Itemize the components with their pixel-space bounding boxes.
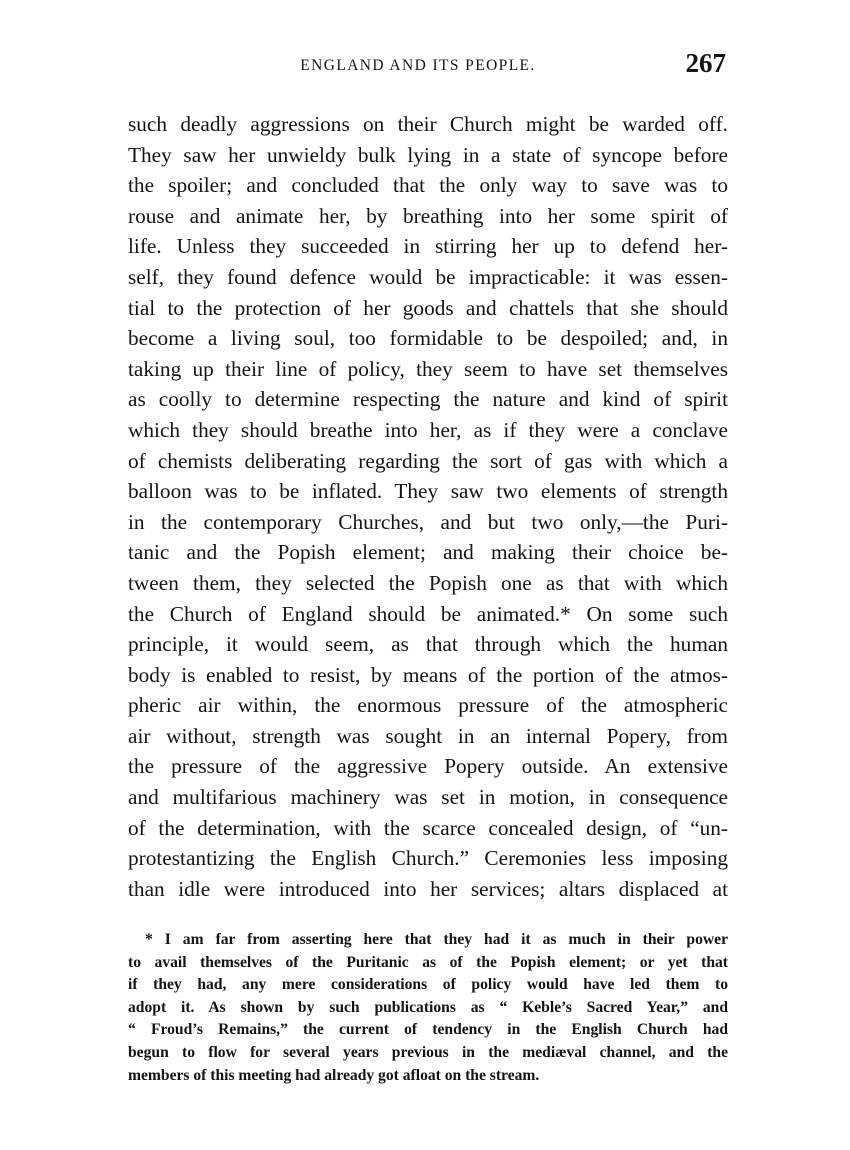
text-line: air without, strength was sought in an internal Popery, from — [128, 723, 728, 748]
text-line: principle, it would seem, as that through which the human — [128, 632, 728, 657]
text-line: become a living soul, too formidable to be despoiled; and, in — [128, 326, 728, 351]
body-text — [128, 109, 728, 904]
text-line: tanic and the Popish element; and making their choice be- — [128, 540, 728, 565]
footnote-line: * I am far from asserting here that they had it as much in their power — [145, 931, 728, 948]
text-line: of chemists deliberating regarding the sort of gas with which a — [128, 448, 728, 473]
text-line: of the determination, with the scarce concealed design, of “un- — [128, 815, 728, 840]
text-line: tial to the protection of her goods and chattels that she should — [128, 295, 728, 320]
text-line: They saw her unwieldy bulk lying in a state of syncope before — [128, 142, 728, 167]
footnote-line: adopt it. As shown by such publications as “ Keble’s Sacred Year,” and — [128, 998, 728, 1016]
text-line: the Church of England should be animated.* On some such — [128, 601, 728, 626]
text-line: protestantizing the English Church.” Ceremonies less imposing — [128, 846, 728, 871]
text-line: which they should breathe into her, as if they were a conclave — [128, 417, 728, 442]
running-title: ENGLAND AND ITS PEOPLE. — [300, 57, 536, 74]
text-line: body is enabled to resist, by means of the portion of the atmos- — [128, 662, 728, 687]
text-line: life. Unless they succeeded in stirring her up to defend her- — [128, 234, 728, 259]
text-line: than idle were introduced into her services; altars displaced at — [128, 876, 728, 901]
text-line: and multifarious machinery was set in motion, in consequence — [128, 785, 728, 810]
text-line: the spoiler; and concluded that the only way to save was to — [128, 173, 728, 198]
footnote-line: members of this meeting had already got afloat on the stream. — [128, 1066, 540, 1084]
footnote-line: “ Froud’s Remains,” the current of tendency in the English Church had — [128, 1021, 728, 1039]
text-line: such deadly aggressions on their Church might be warded off. — [128, 112, 728, 136]
text-line: pheric air within, the enormous pressure of the atmospheric — [128, 693, 728, 718]
footnote-line: to avail themselves of the Puritanic as of the Popish element; or yet that — [128, 953, 728, 971]
text-line: in the contemporary Churches, and but two only,—the Puri- — [128, 509, 728, 534]
footnote-line: begun to flow for several years previous in the mediæval channel, and the — [128, 1043, 728, 1061]
running-head — [128, 48, 728, 78]
text-line: taking up their line of policy, they seem to have set themselves — [128, 356, 728, 381]
text-line: rouse and animate her, by breathing into her some spirit of — [128, 203, 728, 228]
text-line: tween them, they selected the Popish one as that with which — [128, 570, 728, 595]
footnote — [128, 929, 728, 1087]
text-line: as coolly to determine respecting the nature and kind of spirit — [128, 387, 728, 412]
text-line: self, they found defence would be impracticable: it was essen- — [128, 264, 728, 289]
text-line: balloon was to be inflated. They saw two elements of strength — [128, 479, 728, 504]
text-line: the pressure of the aggressive Popery outside. An extensive — [128, 754, 728, 779]
footnote-line: if they had, any mere considerations of policy would have led them to — [128, 976, 728, 994]
page-number: 267 — [685, 48, 726, 78]
